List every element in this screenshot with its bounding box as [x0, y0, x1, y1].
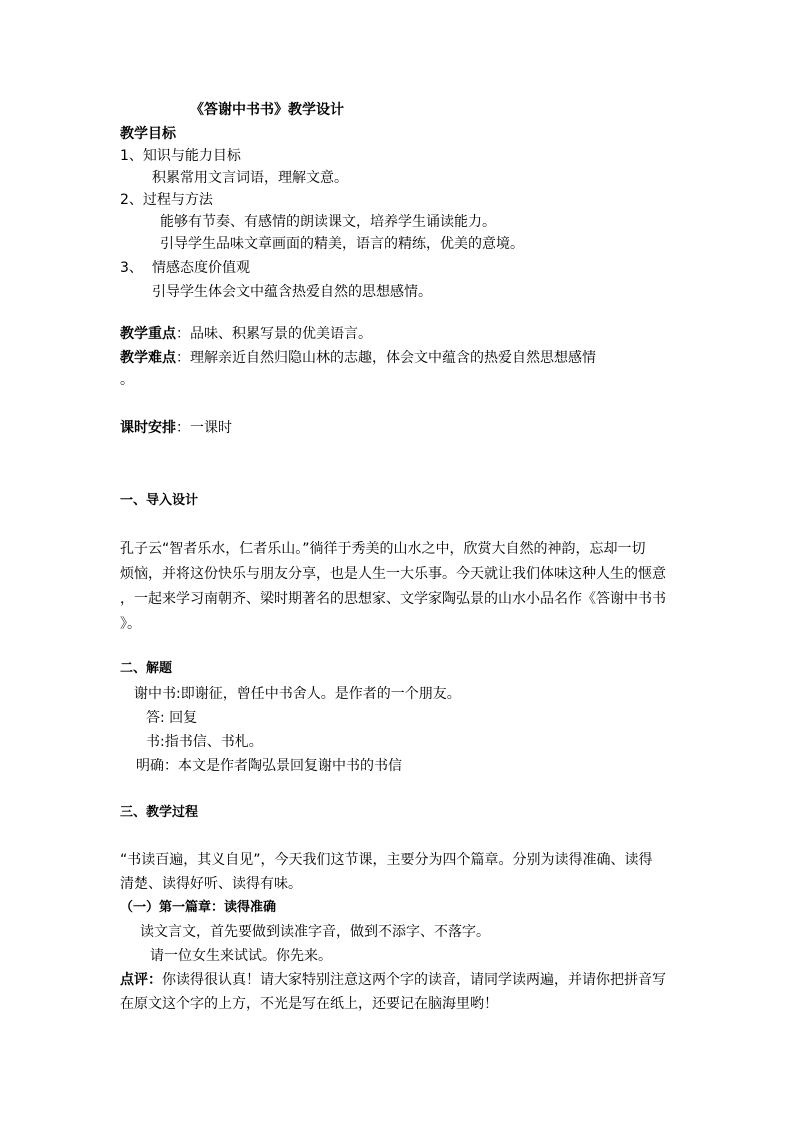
objective-item-1: 1、知识与能力目标 — [120, 148, 241, 164]
difficult-point-line — [120, 348, 596, 368]
key-point-line — [120, 324, 372, 344]
chapter-1-heading: （一）第一篇章：读得准确 — [120, 900, 277, 915]
comment-text-1: 你读得很认真！请大家特别注意这两个字的读音，请同学读两遍，并请你把拼音写 — [162, 972, 666, 988]
comment-line-1 — [120, 970, 666, 990]
schedule-label: 课时安排 — [120, 420, 176, 436]
document-title: 《答谢中书书》教学设计 — [190, 102, 344, 118]
section-2-line-3: 书:指书信、书札。 — [146, 734, 263, 750]
objective-item-2-detail-1: 能够有节奏、有感情的朗读课文，培养学生诵读能力。 — [160, 214, 496, 230]
section-1-para-line-4: 》。 — [120, 616, 141, 632]
section-3-line-1: 读文言文，首先要做到读准字音，做到不添字、不落字。 — [140, 924, 490, 940]
difficult-point-label: 教学难点 — [120, 350, 176, 366]
comment-line-2: 在原文这个字的上方，不光是写在纸上，还要记在脑海里哟！ — [120, 996, 498, 1012]
section-3-para-line-2: 清楚、读得好听、读得有味。 — [120, 876, 302, 892]
schedule-text: ：一课时 — [176, 420, 232, 436]
section-2-line-2: 答: 回复 — [146, 710, 198, 726]
difficult-point-text: ：理解亲近自然归隐山林的志趣，体会文中蕴含的热爱自然思想感情 — [176, 350, 596, 366]
section-2-line-4: 明确：本文是作者陶弘景回复谢中书的书信 — [136, 758, 402, 774]
section-1-para-line-1: 孔子云“智者乐水，仁者乐山。”徜徉于秀美的山水之中，欣赏大自然的神韵，忘却一切 — [120, 541, 646, 557]
objective-item-3-detail: 引导学生体会文中蕴含热爱自然的思想感情。 — [152, 284, 432, 300]
section-2-heading: 二、解题 — [120, 661, 173, 676]
section-2-line-1: 谢中书:即谢征，曾任中书舍人。是作者的一个朋友。 — [134, 686, 461, 702]
section-1-para-line-3: ，一起来学习南朝齐、梁时期著名的思想家、文学家陶弘景的山水小品名作《答谢中书书 — [120, 591, 666, 607]
objective-item-2: 2、过程与方法 — [120, 192, 213, 208]
section-3-line-2: 请一位女生来试试。你先来。 — [150, 948, 332, 964]
key-point-text: ：品味、积累写景的优美语言。 — [176, 326, 372, 342]
section-3-para-line-1: “书读百遍，其义自见”，今天我们这节课，主要分为四个篇章。分别为读得准确、读得 — [120, 852, 653, 868]
section-1-para-line-2: 烦恼，并将这份快乐与朋友分享，也是人生一大乐事。今天就让我们体味这种人生的惬意 — [120, 566, 666, 582]
difficult-point-continuation: 。 — [120, 372, 134, 388]
section-1-heading: 一、导入设计 — [120, 493, 199, 508]
objective-item-2-detail-2: 引导学生品味文章画面的精美，语言的精练，优美的意境。 — [160, 236, 524, 252]
section-3-heading: 三、教学过程 — [120, 805, 199, 820]
objective-item-1-detail: 积累常用文言词语，理解文意。 — [152, 170, 348, 186]
schedule-line — [120, 418, 232, 438]
objective-item-3-label: 情感态度价值观 — [152, 260, 250, 276]
comment-label: 点评： — [120, 972, 162, 988]
key-point-label: 教学重点 — [120, 326, 176, 342]
objectives-heading: 教学目标 — [120, 126, 176, 142]
objective-item-3-number: 3、 — [120, 260, 143, 276]
